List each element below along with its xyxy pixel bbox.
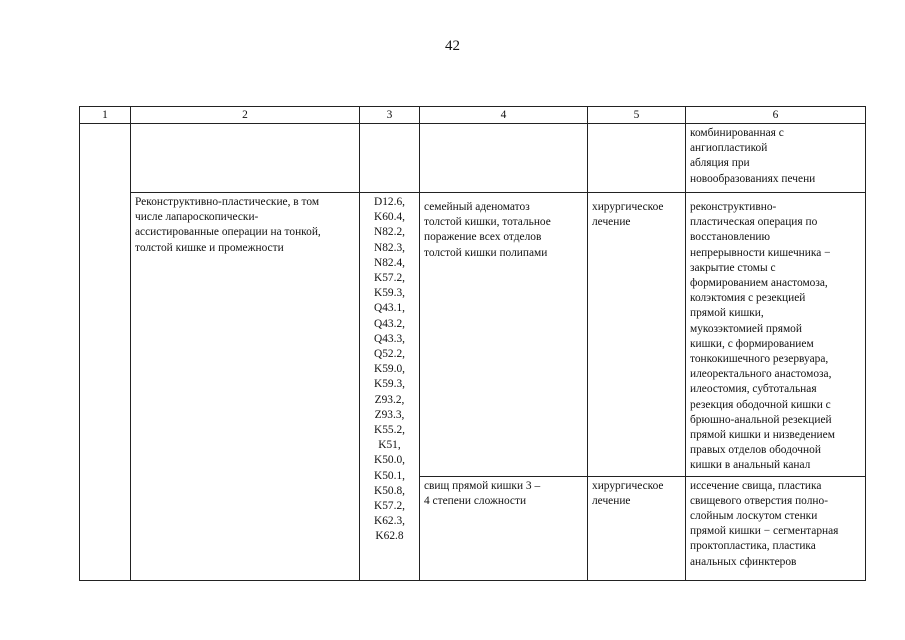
- header-col-3: 3: [360, 107, 420, 124]
- blank-cell: [420, 124, 588, 193]
- patient-model-cell: свищ прямой кишки 3 – 4 степени сложности: [420, 476, 588, 580]
- header-col-2: 2: [131, 107, 360, 124]
- blank-cell: [360, 124, 420, 193]
- treatment-type-cell: хирургическое лечение: [588, 198, 686, 476]
- patient-model-cell: семейный аденоматоз толстой кишки, тотальное поражение всех отделов толстой кишки полипами: [420, 198, 588, 476]
- number-cell: [80, 124, 131, 581]
- header-col-5: 5: [588, 107, 686, 124]
- treatment-type-cell: хирургическое лечение: [588, 476, 686, 580]
- method-cell-continued: комбинированная с ангиопластикой абляция при новообразованиях печени: [686, 124, 866, 193]
- treatment-method-cell: реконструктивно- пластическая операция по восстановлению непрерывности кишечника − закрытие стомы с формированием анастомоза, колэктомия с резекцией прямой кишки, мукозэктомией прямой кишки, с формированием тонкокишечного резервуара, илеоректального анастомоза, илеостомия, субтотальная резекция ободочной кишки с брюшно-анальной резекцией прямой кишки и низведением правых отделов ободочной кишки в анальный канал: [686, 198, 866, 476]
- header-row: [80, 107, 866, 124]
- blank-cell: [131, 124, 360, 193]
- medical-care-table: [79, 106, 866, 581]
- header-col-4: 4: [420, 107, 588, 124]
- page-number: 42: [445, 38, 460, 54]
- continuation-row: [80, 124, 866, 193]
- icd-codes-cell: D12.6, K60.4, N82.2, N82.3, N82.4, K57.2, K59.3, Q43.1, Q43.2, Q43.3, Q52.2, K59.0, K59.3, Z93.2, Z93.3, K55.2, K51, K50.0, K50.1, K50.8, K57.2, K62.3, K62.8: [360, 193, 420, 581]
- treatment-method-cell: иссечение свища, пластика свищевого отверстия полно- слойным лоскутом стенки прямой кишки − сегментарная проктопластика, пластика анальных сфинктеров: [686, 476, 866, 580]
- blank-cell: [588, 124, 686, 193]
- header-col-6: 6: [686, 107, 866, 124]
- header-col-1: 1: [80, 107, 131, 124]
- care-type-cell: Реконструктивно-пластические, в том числе лапароскопически- ассистированные операции на тонкой, толстой кишке и промежности: [131, 193, 360, 581]
